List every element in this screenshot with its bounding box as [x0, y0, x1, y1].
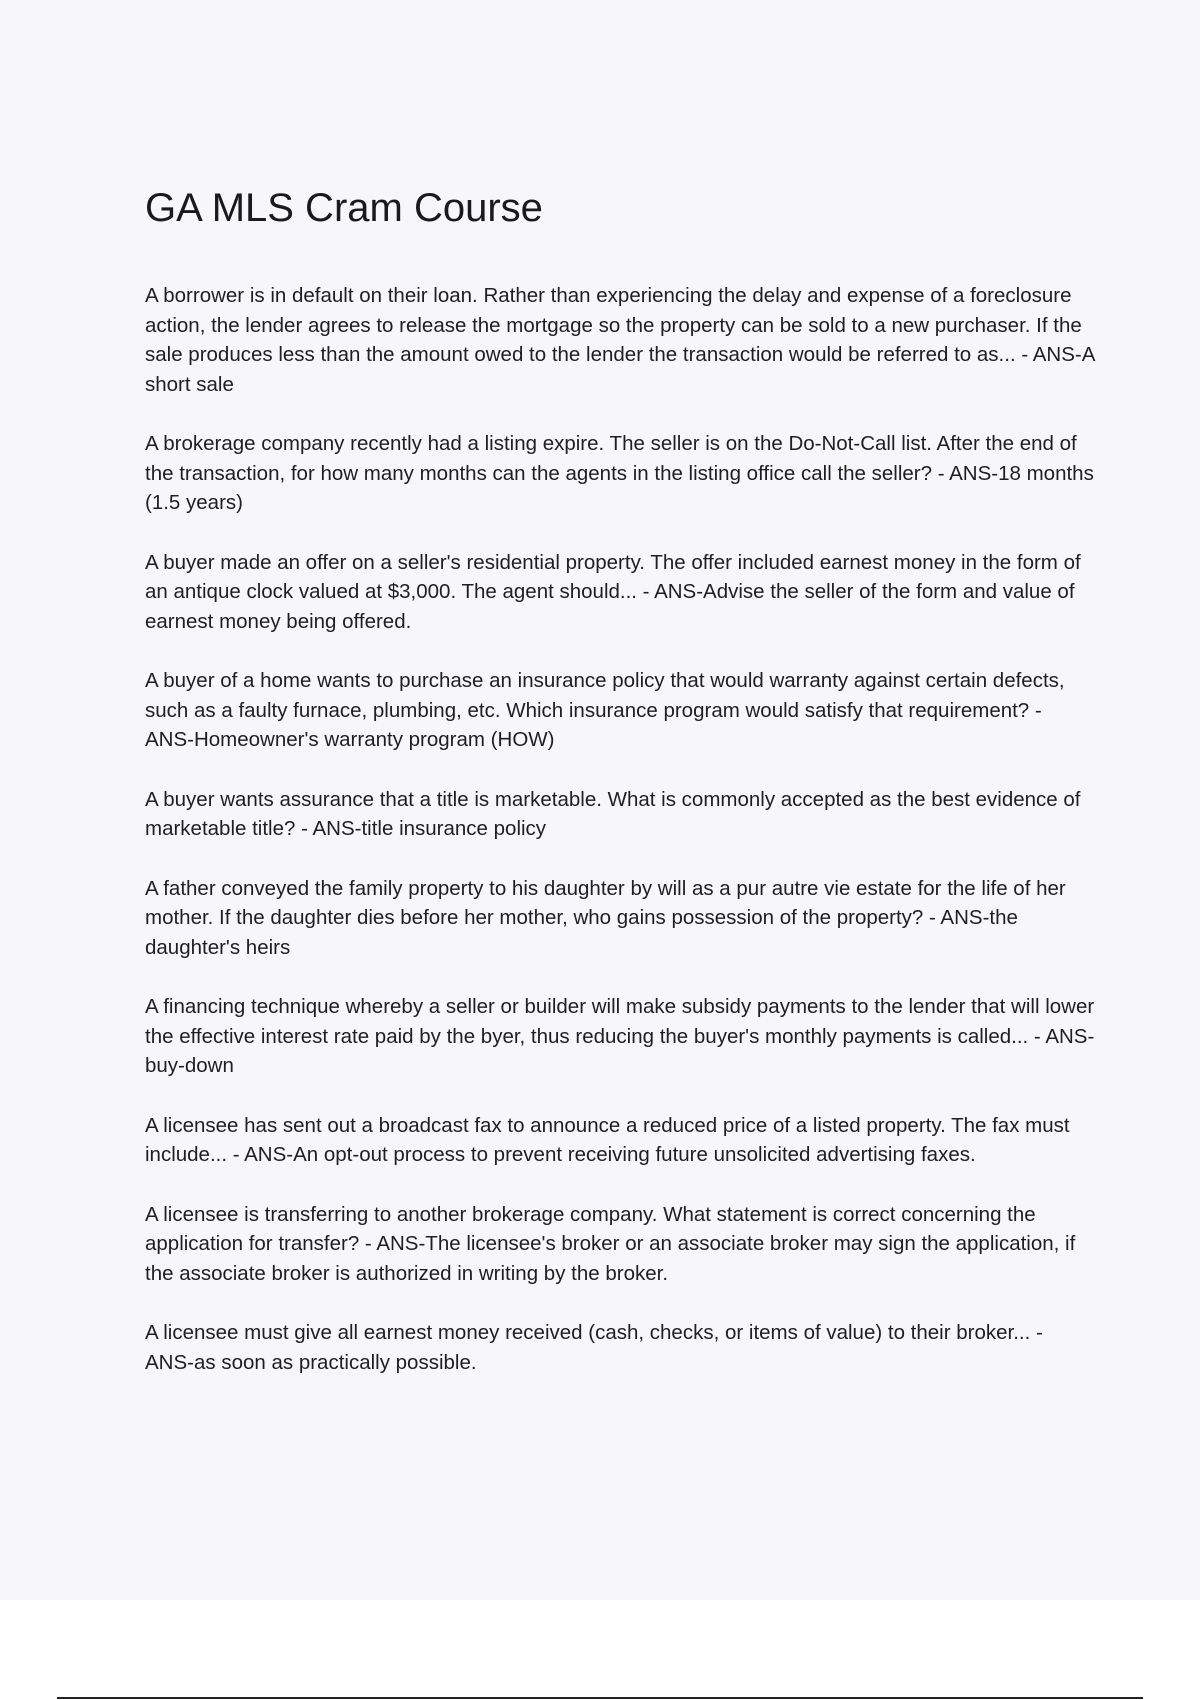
qa-item: A father conveyed the family property to his daughter by will as a pur autre vie estate for the life of her mother. If the daughter dies before her mother, who gains possession of the property? - ANS-the daughter's heirs — [145, 876, 1066, 959]
qa-item: A buyer made an offer on a seller's residential property. The offer included earnest money in the form of an antique clock valued at $3,000. The agent should... - ANS-Advise the seller of the form and value of earnest money being offered. — [145, 550, 1081, 633]
qa-item: A financing technique whereby a seller or builder will make subsidy payments to the lender that will lower the effective interest rate paid by the byer, thus reducing the buyer's monthly payments is called... - ANS-buy-down — [145, 995, 1095, 1077]
document-content — [145, 183, 1095, 1407]
qa-item: A licensee must give all earnest money received (cash, checks, or items of value) to their broker... - ANS-as soon as practically possible. — [145, 1321, 1043, 1374]
qa-item: A licensee has sent out a broadcast fax to announce a reduced price of a listed property. The fax must include... - ANS-An opt-out process to prevent receiving future unsolicited advertising faxes. — [145, 1113, 1070, 1166]
qa-item: A borrower is in default on their loan. Rather than experiencing the delay and expense of a foreclosure action, the lender agrees to release the mortgage so the property can be sold to a new purchaser. If the sale produces less than the amount owed to the lender the transaction would be referred to as... - ANS-A short sale — [145, 284, 1095, 396]
qa-item: A buyer wants assurance that a title is marketable. What is commonly accepted as the best evidence of marketable title? - ANS-title insurance policy — [145, 787, 1081, 840]
document-title: GA MLS Cram Course — [145, 186, 543, 230]
qa-list — [145, 281, 1095, 1377]
footer-divider — [57, 1697, 1143, 1699]
qa-item: A licensee is transferring to another brokerage company. What statement is correct concerning the application for transfer? - ANS-The licensee's broker or an associate broker may sign the application, if the associate broker is authorized in writing by the broker. — [145, 1202, 1076, 1285]
qa-item: A buyer of a home wants to purchase an insurance policy that would warranty against certain defects, such as a faulty furnace, plumbing, etc. Which insurance program would satisfy that requirement? - ANS-Homeowner's warranty program (HOW) — [145, 669, 1065, 751]
qa-item: A brokerage company recently had a listing expire. The seller is on the Do-Not-Call list. After the end of the transaction, for how many months can the agents in the listing office call the seller? - ANS-18 months (1.5 years) — [145, 432, 1094, 514]
